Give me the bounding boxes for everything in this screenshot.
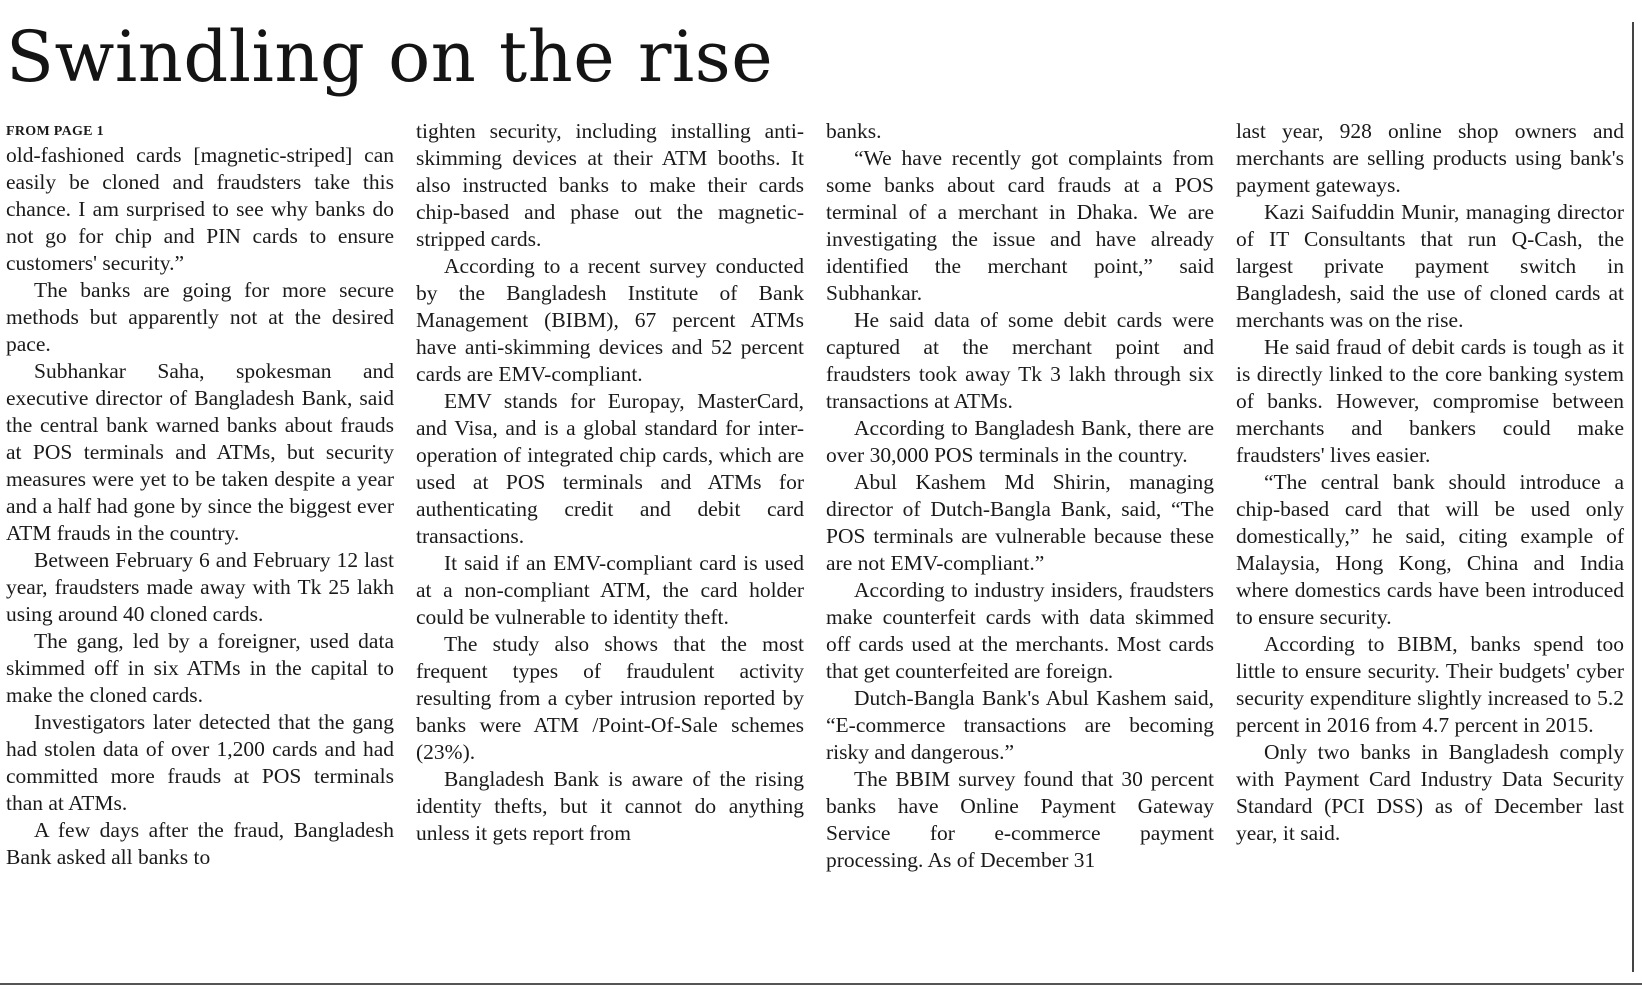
paragraph: EMV stands for Europay, MasterCard, and Visa, and is a global standard for inter-operation of integrated chip cards, which are used at POS terminals and ATMs for authenticating credit and debit card transactions. <box>416 389 804 548</box>
paragraph: “We have recently got complaints from some banks about card frauds at a POS terminal of a merchant in Dhaka. We are investigating the issue and have already identified the merchant point,” said Subhankar. <box>826 146 1214 305</box>
paragraph: He said fraud of debit cards is tough as it is directly linked to the core banking system of banks. However, compromise between merchants and bankers could make fraudsters' lives easier. <box>1236 335 1624 467</box>
paragraph: It said if an EMV-compliant card is used at a non-compliant ATM, the card holder could be vulnerable to identity theft. <box>416 551 804 629</box>
paragraph: According to industry insiders, fraudsters make counterfeit cards with data skimmed off cards used at the merchants. Most cards that get counterfeited are foreign. <box>826 578 1214 683</box>
article-column-2 <box>416 118 804 847</box>
paragraph: Dutch-Bangla Bank's Abul Kashem said, “E-commerce transactions are becoming risky and dangerous.” <box>826 686 1214 764</box>
article-column-3 <box>826 118 1214 874</box>
paragraph: banks. <box>826 119 882 143</box>
paragraph: According to Bangladesh Bank, there are over 30,000 POS terminals in the country. <box>826 416 1214 467</box>
paragraph: According to a recent survey conducted by the Bangladesh Institute of Bank Management (BIBM), 67 percent ATMs have anti-skimming devices and 52 percent cards are EMV-compliant. <box>416 254 804 386</box>
paragraph: The BBIM survey found that 30 percent banks have Online Payment Gateway Service for e-commerce payment processing. As of December 31 <box>826 767 1214 872</box>
paragraph: Subhankar Saha, spokesman and executive director of Bangladesh Bank, said the central bank warned banks about frauds at POS terminals and ATMs, but security measures were yet to be taken despite a year and a half had gone by since the biggest ever ATM frauds in the country. <box>6 359 394 545</box>
paragraph: tighten security, including installing anti-skimming devices at their ATM booths. It also instructed banks to make their cards chip-based and phase out the magnetic-stripped cards. <box>416 119 804 251</box>
paragraph: old-fashioned cards [magnetic-striped] can easily be cloned and fraudsters take this chance. I am surprised to see why banks do not go for chip and PIN cards to ensure customers' security.” <box>6 143 394 275</box>
paragraph: Kazi Saifuddin Munir, managing director of IT Consultants that run Q-Cash, the largest private payment switch in Bangladesh, said the use of cloned cards at merchants was on the rise. <box>1236 200 1624 332</box>
paragraph: Bangladesh Bank is aware of the rising identity thefts, but it cannot do anything unless it gets report from <box>416 767 804 845</box>
paragraph: “The central bank should introduce a chip-based card that will be used only domestically,” he said, citing example of Malaysia, Hong Kong, China and India where domestics cards have been introduced to ensure security. <box>1236 470 1624 629</box>
paragraph: last year, 928 online shop owners and merchants are selling products using bank's payment gateways. <box>1236 119 1624 197</box>
paragraph: Investigators later detected that the gang had stolen data of over 1,200 cards and had committed more frauds at POS terminals than at ATMs. <box>6 710 394 815</box>
paragraph: According to BIBM, banks spend too little to ensure security. Their budgets' cyber security expenditure slightly increased to 5.2 percent in 2016 from 4.7 percent in 2015. <box>1236 632 1624 737</box>
paragraph: The banks are going for more secure methods but apparently not at the desired pace. <box>6 278 394 356</box>
paragraph: Between February 6 and February 12 last year, fraudsters made away with Tk 25 lakh using around 40 cloned cards. <box>6 548 394 626</box>
paragraph: Only two banks in Bangladesh comply with Payment Card Industry Data Security Standard (PCI DSS) as of December last year, it said. <box>1236 740 1624 845</box>
paragraph: A few days after the fraud, Bangladesh Bank asked all banks to <box>6 818 394 869</box>
article-column-1 <box>6 118 394 871</box>
headline: Swindling on the rise <box>6 16 774 98</box>
paragraph: Abul Kashem Md Shirin, managing director of Dutch-Bangla Bank, said, “The POS terminals are vulnerable because these are not EMV-compliant.” <box>826 470 1214 575</box>
bottom-rule <box>0 983 1642 985</box>
paragraph: The gang, led by a foreigner, used data skimmed off in six ATMs in the capital to make the cloned cards. <box>6 629 394 707</box>
article-column-4 <box>1236 118 1624 847</box>
paragraph: He said data of some debit cards were captured at the merchant point and fraudsters took away Tk 3 lakh through six transactions at ATMs. <box>826 308 1214 413</box>
column-rule-right <box>1632 22 1634 972</box>
kicker-from-page: FROM PAGE 1 <box>6 124 104 139</box>
paragraph: The study also shows that the most frequent types of fraudulent activity resulting from a cyber intrusion reported by banks were ATM /Point-Of-Sale schemes (23%). <box>416 632 804 764</box>
